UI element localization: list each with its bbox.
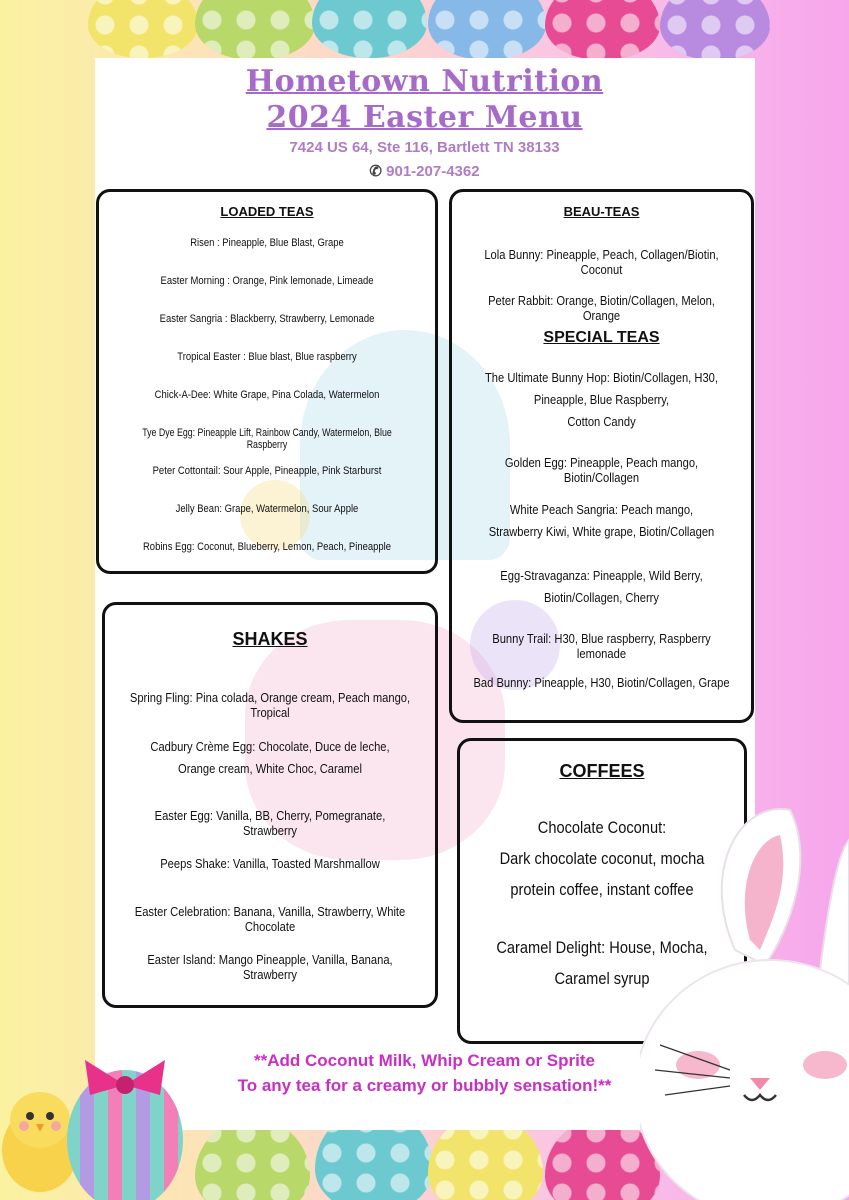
menu-item: Easter Egg: Vanilla, BB, Cherry, Pomegranate, Strawberry (154, 808, 386, 838)
footer-line2: To any tea for a creamy or bubbly sensation!** (237, 1076, 612, 1095)
easter-egg-decoration (88, 0, 198, 58)
menu-item: Peter Rabbit: Orange, Biotin/Collagen, Melon, Orange (488, 293, 715, 323)
menu-item: White Peach Sangria: Peach mango, Strawberry Kiwi, White grape, Biotin/Collagen (488, 502, 715, 539)
footer-line1: **Add Coconut Milk, Whip Cream or Sprite (254, 1051, 595, 1070)
phone-line (0, 162, 849, 180)
menu-item: Tropical Easter : Blue blast, Blue raspberry (177, 351, 357, 363)
special-teas-heading: SPECIAL TEAS (543, 329, 660, 346)
menu-item: Peter Cottontail: Sour Apple, Pineapple, Pink Starburst (152, 465, 382, 477)
menu-item: Bunny Trail: H30, Blue raspberry, Raspberry lemonade (492, 631, 711, 661)
menu-item: Risen : Pineapple, Blue Blast, Grape (190, 237, 344, 249)
easter-egg-decoration (312, 0, 427, 58)
menu-item: Peeps Shake: Vanilla, Toasted Marshmallow (160, 856, 380, 871)
phone-icon: ✆ (369, 163, 382, 180)
loaded-teas-box (96, 189, 438, 574)
easter-egg-decoration (195, 0, 315, 60)
loaded-teas-heading: LOADED TEAS (220, 204, 314, 219)
striped-egg-illustration (60, 1045, 190, 1200)
menu-title-line2: 2024 Easter Menu (266, 100, 583, 135)
menu-item: Egg-Stravaganza: Pineapple, Wild Berry, Biotin/Collagen, Cherry (500, 568, 703, 605)
menu-title-line1: Hometown Nutrition (245, 64, 604, 99)
beau-teas-heading: BEAU-TEAS (563, 204, 640, 219)
menu-item: Spring Fling: Pina colada, Orange cream, Peach mango, Tropical (129, 690, 411, 720)
menu-item: Easter Celebration: Banana, Vanilla, Strawberry, White Chocolate (134, 904, 406, 934)
menu-item: Golden Egg: Pineapple, Peach mango, Biotin/Collagen (504, 455, 699, 485)
menu-item: Cadbury Crème Egg: Chocolate, Duce de leche, Orange cream, White Choc, Caramel (150, 739, 390, 776)
easter-egg-decoration (545, 0, 660, 60)
coffees-heading: COFFEES (559, 761, 645, 781)
menu-item: Chick-A-Dee: White Grape, Pina Colada, Watermelon (154, 389, 380, 401)
loaded-teas-list (99, 237, 435, 579)
address: 7424 US 64, Ste 116, Bartlett TN 38133 (289, 139, 560, 156)
bunny-illustration (640, 790, 849, 1200)
menu-item: Bad Bunny: Pineapple, H30, Biotin/Collagen, Grape (473, 675, 730, 690)
phone-number: 901-207-4362 (386, 163, 480, 180)
menu-item: Easter Morning : Orange, Pink lemonade, Limeade (160, 275, 374, 287)
menu-item: Robins Egg: Coconut, Blueberry, Lemon, Peach, Pineapple (142, 541, 392, 553)
shakes-heading: SHAKES (232, 629, 308, 649)
menu-item: Jelly Bean: Grape, Watermelon, Sour Apple (175, 503, 359, 515)
easter-egg-decoration (195, 1118, 310, 1200)
menu-item: Caramel Delight: House, Mocha, Caramel syrup (496, 938, 708, 988)
menu-item: Chocolate Coconut: Dark chocolate coconut, mocha protein coffee, instant coffee (499, 818, 705, 899)
easter-egg-decoration (428, 0, 546, 60)
menu-item: Tye Dye Egg: Pineapple Lift, Rainbow Candy, Watermelon, Blue Raspberry (142, 427, 392, 451)
menu-item: Lola Bunny: Pineapple, Peach, Collagen/Biotin, Coconut (484, 247, 719, 277)
easter-egg-decoration (660, 0, 770, 60)
menu-item: The Ultimate Bunny Hop: Biotin/Collagen, H30, Pineapple, Blue Raspberry, Cotton Candy (484, 370, 719, 429)
beau-special-teas-box (449, 189, 754, 723)
menu-item: Easter Island: Mango Pineapple, Vanilla, Banana, Strawberry (147, 952, 393, 982)
shakes-box (102, 602, 438, 1008)
menu-item: Easter Sangria : Blackberry, Strawberry, Lemonade (159, 313, 375, 325)
